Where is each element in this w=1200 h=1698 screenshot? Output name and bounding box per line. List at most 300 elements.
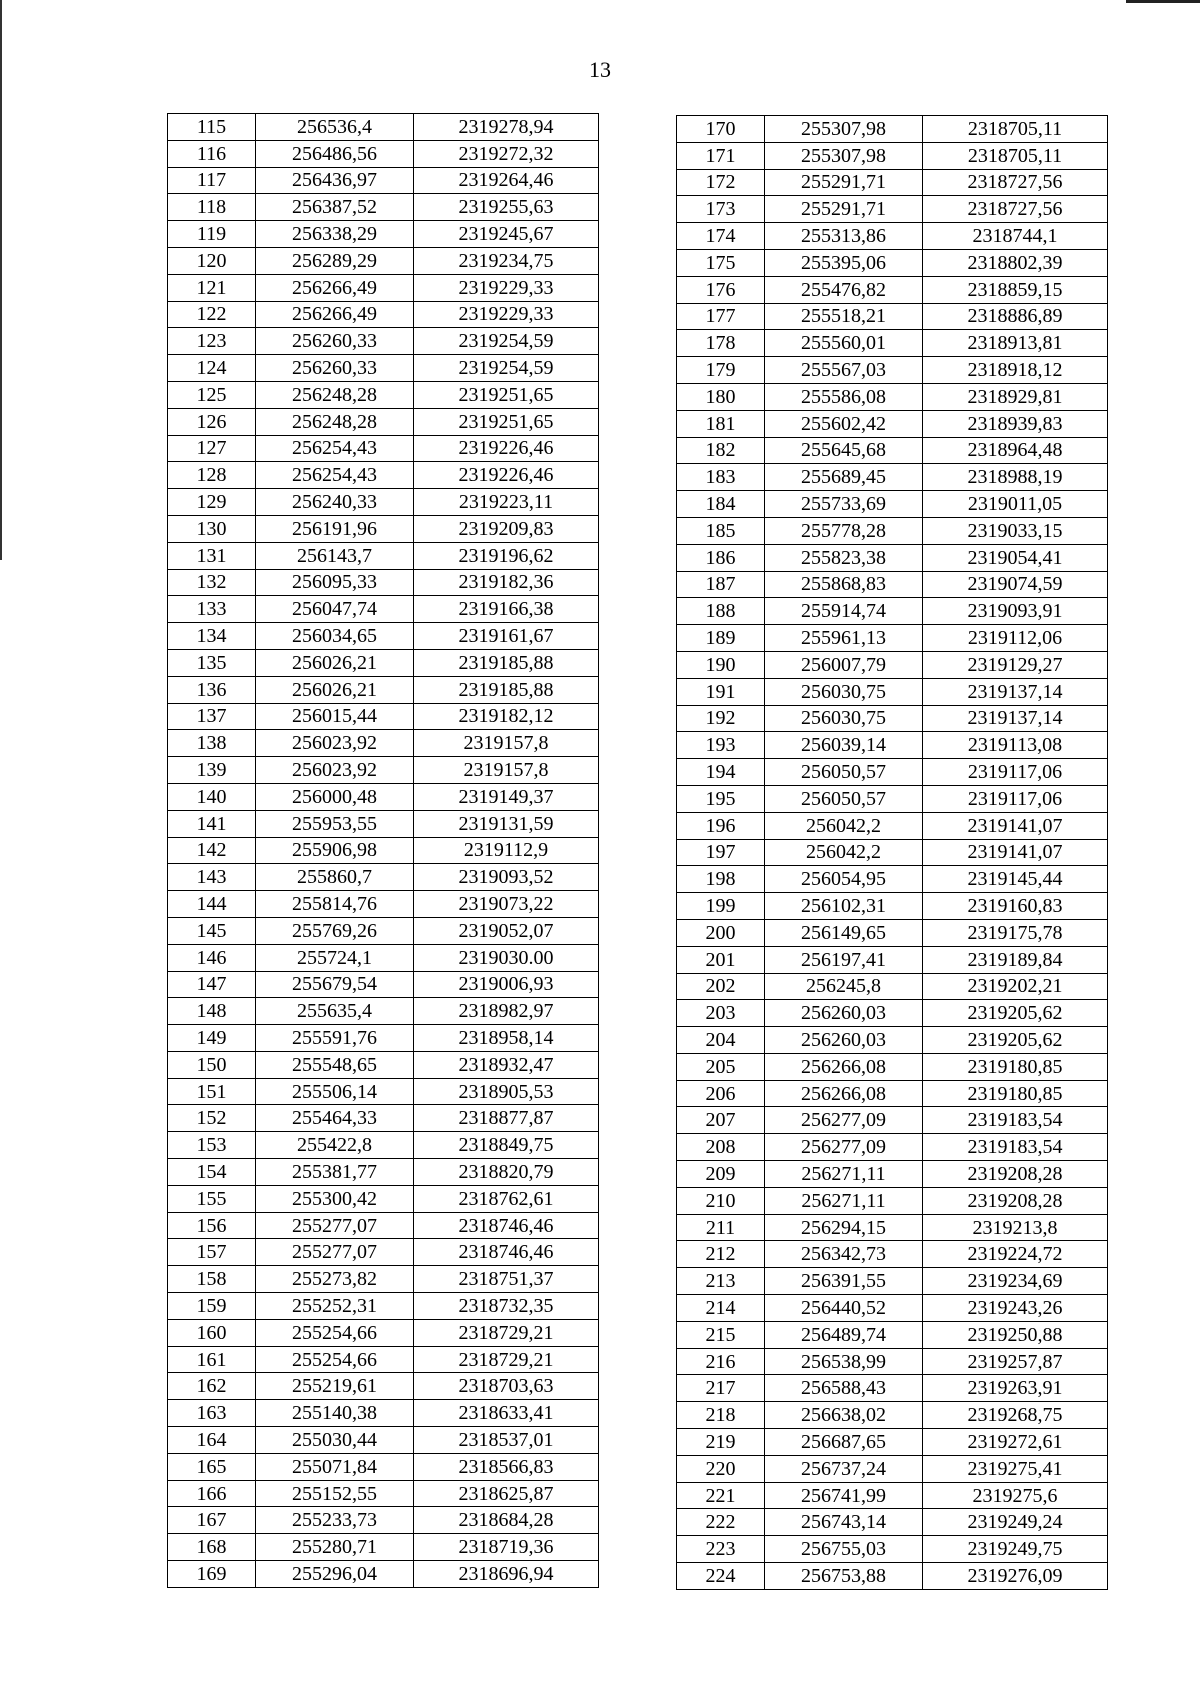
table-row: [168, 703, 599, 730]
y-coordinate-cell: 2318703,63: [414, 1373, 599, 1400]
x-coordinate-cell: 255961,13: [765, 625, 923, 652]
y-coordinate-cell: 2318732,35: [414, 1293, 599, 1320]
table-row: [677, 1536, 1108, 1563]
table-row: [677, 223, 1108, 250]
point-number-cell: 207: [677, 1107, 765, 1134]
x-coordinate-cell: 255307,98: [765, 142, 923, 169]
table-row: [677, 732, 1108, 759]
x-coordinate-cell: 256536,4: [256, 114, 414, 141]
point-number-cell: 157: [168, 1239, 256, 1266]
x-coordinate-cell: 256023,92: [256, 757, 414, 784]
y-coordinate-cell: 2318886,89: [923, 303, 1108, 330]
table-row: [168, 783, 599, 810]
x-coordinate-cell: 256737,24: [765, 1455, 923, 1482]
point-number-cell: 154: [168, 1159, 256, 1186]
x-coordinate-cell: 255277,07: [256, 1212, 414, 1239]
point-number-cell: 158: [168, 1266, 256, 1293]
table-row: [677, 544, 1108, 571]
point-number-cell: 171: [677, 142, 765, 169]
table-row: [677, 866, 1108, 893]
x-coordinate-cell: 255906,98: [256, 837, 414, 864]
table-row: [168, 1453, 599, 1480]
point-number-cell: 189: [677, 625, 765, 652]
x-coordinate-cell: 256271,11: [765, 1187, 923, 1214]
table-row: [168, 381, 599, 408]
table-row: [677, 705, 1108, 732]
point-number-cell: 144: [168, 891, 256, 918]
x-coordinate-cell: 255233,73: [256, 1507, 414, 1534]
x-coordinate-cell: 256755,03: [765, 1536, 923, 1563]
y-coordinate-cell: 2319254,59: [414, 328, 599, 355]
x-coordinate-cell: 255140,38: [256, 1400, 414, 1427]
table-row: [168, 730, 599, 757]
table-row: [168, 462, 599, 489]
y-coordinate-cell: 2319205,62: [923, 1027, 1108, 1054]
point-number-cell: 136: [168, 676, 256, 703]
y-coordinate-cell: 2319183,54: [923, 1134, 1108, 1161]
table-row: [168, 1266, 599, 1293]
y-coordinate-cell: 2318929,81: [923, 383, 1108, 410]
table-row: [677, 1509, 1108, 1536]
point-number-cell: 133: [168, 596, 256, 623]
x-coordinate-cell: 255291,71: [765, 169, 923, 196]
x-coordinate-cell: 256338,29: [256, 221, 414, 248]
point-number-cell: 143: [168, 864, 256, 891]
table-row: [677, 1241, 1108, 1268]
x-coordinate-cell: 256638,02: [765, 1402, 923, 1429]
y-coordinate-cell: 2319229,33: [414, 274, 599, 301]
point-number-cell: 160: [168, 1319, 256, 1346]
y-coordinate-cell: 2319113,08: [923, 732, 1108, 759]
point-number-cell: 176: [677, 276, 765, 303]
table-row: [168, 757, 599, 784]
x-coordinate-cell: 256248,28: [256, 408, 414, 435]
x-coordinate-cell: 256254,43: [256, 435, 414, 462]
point-number-cell: 121: [168, 274, 256, 301]
table-row: [677, 1295, 1108, 1322]
x-coordinate-cell: 256741,99: [765, 1482, 923, 1509]
table-row: [677, 598, 1108, 625]
x-coordinate-cell: 256030,75: [765, 678, 923, 705]
y-coordinate-cell: 2319157,8: [414, 730, 599, 757]
point-number-cell: 117: [168, 167, 256, 194]
table-row: [677, 249, 1108, 276]
y-coordinate-cell: 2319226,46: [414, 435, 599, 462]
point-number-cell: 126: [168, 408, 256, 435]
point-number-cell: 223: [677, 1536, 765, 1563]
point-number-cell: 213: [677, 1268, 765, 1295]
y-coordinate-cell: 2319131,59: [414, 810, 599, 837]
y-coordinate-cell: 2318746,46: [414, 1212, 599, 1239]
y-coordinate-cell: 2318537,01: [414, 1427, 599, 1454]
x-coordinate-cell: 255645,68: [765, 437, 923, 464]
table-row: [168, 649, 599, 676]
x-coordinate-cell: 256047,74: [256, 596, 414, 623]
x-coordinate-cell: 255591,76: [256, 1025, 414, 1052]
table-row: [677, 946, 1108, 973]
table-row: [677, 1000, 1108, 1027]
table-row: [677, 1268, 1108, 1295]
x-coordinate-cell: 256026,21: [256, 649, 414, 676]
point-number-cell: 148: [168, 998, 256, 1025]
point-number-cell: 163: [168, 1400, 256, 1427]
point-number-cell: 122: [168, 301, 256, 328]
point-number-cell: 208: [677, 1134, 765, 1161]
table-row: [168, 1025, 599, 1052]
point-number-cell: 166: [168, 1480, 256, 1507]
y-coordinate-cell: 2319137,14: [923, 678, 1108, 705]
y-coordinate-cell: 2319160,83: [923, 893, 1108, 920]
y-coordinate-cell: 2319117,06: [923, 785, 1108, 812]
table-row: [168, 301, 599, 328]
table-row: [168, 1427, 599, 1454]
y-coordinate-cell: 2319209,83: [414, 515, 599, 542]
table-row: [677, 169, 1108, 196]
y-coordinate-cell: 2319052,07: [414, 917, 599, 944]
x-coordinate-cell: 255280,71: [256, 1534, 414, 1561]
x-coordinate-cell: 255395,06: [765, 249, 923, 276]
x-coordinate-cell: 256294,15: [765, 1214, 923, 1241]
point-number-cell: 185: [677, 517, 765, 544]
y-coordinate-cell: 2318859,15: [923, 276, 1108, 303]
table-row: [168, 1105, 599, 1132]
y-coordinate-cell: 2319093,91: [923, 598, 1108, 625]
point-number-cell: 130: [168, 515, 256, 542]
point-number-cell: 123: [168, 328, 256, 355]
point-number-cell: 139: [168, 757, 256, 784]
x-coordinate-cell: 256538,99: [765, 1348, 923, 1375]
y-coordinate-cell: 2318982,97: [414, 998, 599, 1025]
y-coordinate-cell: 2319249,75: [923, 1536, 1108, 1563]
y-coordinate-cell: 2318939,83: [923, 410, 1108, 437]
table-row: [168, 1159, 599, 1186]
table-row: [168, 194, 599, 221]
x-coordinate-cell: 255860,7: [256, 864, 414, 891]
table-row: [677, 142, 1108, 169]
point-number-cell: 177: [677, 303, 765, 330]
x-coordinate-cell: 256743,14: [765, 1509, 923, 1536]
x-coordinate-cell: 255252,31: [256, 1293, 414, 1320]
x-coordinate-cell: 256248,28: [256, 381, 414, 408]
point-number-cell: 210: [677, 1187, 765, 1214]
table-row: [168, 891, 599, 918]
point-number-cell: 128: [168, 462, 256, 489]
coordinates-table-left-body: [168, 114, 599, 1588]
table-row: [168, 515, 599, 542]
x-coordinate-cell: 256436,97: [256, 167, 414, 194]
x-coordinate-cell: 255381,77: [256, 1159, 414, 1186]
y-coordinate-cell: 2319117,06: [923, 759, 1108, 786]
y-coordinate-cell: 2319251,65: [414, 381, 599, 408]
x-coordinate-cell: 255518,21: [765, 303, 923, 330]
y-coordinate-cell: 2319011,05: [923, 491, 1108, 518]
x-coordinate-cell: 256486,56: [256, 140, 414, 167]
point-number-cell: 118: [168, 194, 256, 221]
table-row: [677, 1027, 1108, 1054]
x-coordinate-cell: 255548,65: [256, 1051, 414, 1078]
point-number-cell: 179: [677, 357, 765, 384]
point-number-cell: 214: [677, 1295, 765, 1322]
x-coordinate-cell: 255254,66: [256, 1346, 414, 1373]
table-row: [677, 839, 1108, 866]
x-coordinate-cell: 256015,44: [256, 703, 414, 730]
point-number-cell: 211: [677, 1214, 765, 1241]
table-row: [168, 542, 599, 569]
y-coordinate-cell: 2318849,75: [414, 1132, 599, 1159]
x-coordinate-cell: 255464,33: [256, 1105, 414, 1132]
y-coordinate-cell: 2319030.00: [414, 944, 599, 971]
point-number-cell: 172: [677, 169, 765, 196]
y-coordinate-cell: 2319268,75: [923, 1402, 1108, 1429]
point-number-cell: 151: [168, 1078, 256, 1105]
y-coordinate-cell: 2319175,78: [923, 919, 1108, 946]
point-number-cell: 219: [677, 1429, 765, 1456]
x-coordinate-cell: 256050,57: [765, 785, 923, 812]
table-row: [677, 196, 1108, 223]
x-coordinate-cell: 256266,08: [765, 1080, 923, 1107]
table-row: [168, 221, 599, 248]
table-row: [168, 623, 599, 650]
point-number-cell: 152: [168, 1105, 256, 1132]
table-row: [677, 464, 1108, 491]
x-coordinate-cell: 256260,33: [256, 328, 414, 355]
table-row: [677, 812, 1108, 839]
x-coordinate-cell: 255823,38: [765, 544, 923, 571]
point-number-cell: 134: [168, 623, 256, 650]
x-coordinate-cell: 256240,33: [256, 489, 414, 516]
y-coordinate-cell: 2319257,87: [923, 1348, 1108, 1375]
y-coordinate-cell: 2319223,11: [414, 489, 599, 516]
x-coordinate-cell: 255635,4: [256, 998, 414, 1025]
point-number-cell: 142: [168, 837, 256, 864]
point-number-cell: 204: [677, 1027, 765, 1054]
y-coordinate-cell: 2319006,93: [414, 971, 599, 998]
table-row: [168, 1212, 599, 1239]
coordinates-table-right-body: [677, 116, 1108, 1590]
x-coordinate-cell: 255030,44: [256, 1427, 414, 1454]
x-coordinate-cell: 256034,65: [256, 623, 414, 650]
table-row: [677, 383, 1108, 410]
table-row: [677, 276, 1108, 303]
point-number-cell: 145: [168, 917, 256, 944]
point-number-cell: 195: [677, 785, 765, 812]
table-row: [677, 1429, 1108, 1456]
table-row: [168, 864, 599, 891]
y-coordinate-cell: 2318744,1: [923, 223, 1108, 250]
y-coordinate-cell: 2319234,69: [923, 1268, 1108, 1295]
point-number-cell: 220: [677, 1455, 765, 1482]
x-coordinate-cell: 256143,7: [256, 542, 414, 569]
x-coordinate-cell: 256271,11: [765, 1161, 923, 1188]
point-number-cell: 135: [168, 649, 256, 676]
table-row: [677, 330, 1108, 357]
point-number-cell: 201: [677, 946, 765, 973]
point-number-cell: 183: [677, 464, 765, 491]
point-number-cell: 147: [168, 971, 256, 998]
y-coordinate-cell: 2318820,79: [414, 1159, 599, 1186]
y-coordinate-cell: 2319033,15: [923, 517, 1108, 544]
y-coordinate-cell: 2318958,14: [414, 1025, 599, 1052]
y-coordinate-cell: 2319245,67: [414, 221, 599, 248]
table-row: [677, 410, 1108, 437]
point-number-cell: 138: [168, 730, 256, 757]
y-coordinate-cell: 2319254,59: [414, 355, 599, 382]
x-coordinate-cell: 256266,49: [256, 274, 414, 301]
y-coordinate-cell: 2319073,22: [414, 891, 599, 918]
x-coordinate-cell: 256440,52: [765, 1295, 923, 1322]
table-row: [677, 973, 1108, 1000]
y-coordinate-cell: 2319202,21: [923, 973, 1108, 1000]
point-number-cell: 165: [168, 1453, 256, 1480]
y-coordinate-cell: 2319182,36: [414, 569, 599, 596]
table-row: [677, 1053, 1108, 1080]
table-row: [168, 944, 599, 971]
y-coordinate-cell: 2318684,28: [414, 1507, 599, 1534]
x-coordinate-cell: 256387,52: [256, 194, 414, 221]
x-coordinate-cell: 256102,31: [765, 893, 923, 920]
x-coordinate-cell: 256039,14: [765, 732, 923, 759]
y-coordinate-cell: 2318905,53: [414, 1078, 599, 1105]
y-coordinate-cell: 2319137,14: [923, 705, 1108, 732]
table-row: [168, 1507, 599, 1534]
y-coordinate-cell: 2318566,83: [414, 1453, 599, 1480]
table-row: [677, 437, 1108, 464]
x-coordinate-cell: 256149,65: [765, 919, 923, 946]
point-number-cell: 212: [677, 1241, 765, 1268]
x-coordinate-cell: 256054,95: [765, 866, 923, 893]
point-number-cell: 205: [677, 1053, 765, 1080]
y-coordinate-cell: 2319180,85: [923, 1053, 1108, 1080]
y-coordinate-cell: 2319263,91: [923, 1375, 1108, 1402]
y-coordinate-cell: 2318729,21: [414, 1346, 599, 1373]
table-row: [168, 1078, 599, 1105]
table-row: [168, 1480, 599, 1507]
point-number-cell: 216: [677, 1348, 765, 1375]
y-coordinate-cell: 2319208,28: [923, 1161, 1108, 1188]
point-number-cell: 119: [168, 221, 256, 248]
point-number-cell: 116: [168, 140, 256, 167]
y-coordinate-cell: 2318964,48: [923, 437, 1108, 464]
x-coordinate-cell: 256042,2: [765, 839, 923, 866]
point-number-cell: 188: [677, 598, 765, 625]
point-number-cell: 199: [677, 893, 765, 920]
table-row: [677, 1482, 1108, 1509]
point-number-cell: 217: [677, 1375, 765, 1402]
point-number-cell: 168: [168, 1534, 256, 1561]
x-coordinate-cell: 255296,04: [256, 1561, 414, 1588]
point-number-cell: 127: [168, 435, 256, 462]
x-coordinate-cell: 256023,92: [256, 730, 414, 757]
x-coordinate-cell: 256000,48: [256, 783, 414, 810]
y-coordinate-cell: 2319074,59: [923, 571, 1108, 598]
table-row: [168, 971, 599, 998]
y-coordinate-cell: 2318729,21: [414, 1319, 599, 1346]
table-row: [677, 491, 1108, 518]
x-coordinate-cell: 255291,71: [765, 196, 923, 223]
x-coordinate-cell: 255814,76: [256, 891, 414, 918]
y-coordinate-cell: 2318751,37: [414, 1266, 599, 1293]
x-coordinate-cell: 256191,96: [256, 515, 414, 542]
x-coordinate-cell: 255602,42: [765, 410, 923, 437]
point-number-cell: 193: [677, 732, 765, 759]
y-coordinate-cell: 2318762,61: [414, 1185, 599, 1212]
table-row: [168, 247, 599, 274]
x-coordinate-cell: 256391,55: [765, 1268, 923, 1295]
y-coordinate-cell: 2319234,75: [414, 247, 599, 274]
point-number-cell: 215: [677, 1321, 765, 1348]
table-row: [168, 676, 599, 703]
y-coordinate-cell: 2318696,94: [414, 1561, 599, 1588]
x-coordinate-cell: 256042,2: [765, 812, 923, 839]
table-row: [168, 998, 599, 1025]
point-number-cell: 186: [677, 544, 765, 571]
point-number-cell: 125: [168, 381, 256, 408]
point-number-cell: 182: [677, 437, 765, 464]
point-number-cell: 196: [677, 812, 765, 839]
x-coordinate-cell: 255422,8: [256, 1132, 414, 1159]
x-coordinate-cell: 255219,61: [256, 1373, 414, 1400]
y-coordinate-cell: 2319213,8: [923, 1214, 1108, 1241]
point-number-cell: 137: [168, 703, 256, 730]
x-coordinate-cell: 256245,8: [765, 973, 923, 1000]
x-coordinate-cell: 256030,75: [765, 705, 923, 732]
point-number-cell: 141: [168, 810, 256, 837]
x-coordinate-cell: 255914,74: [765, 598, 923, 625]
y-coordinate-cell: 2319112,06: [923, 625, 1108, 652]
x-coordinate-cell: 255778,28: [765, 517, 923, 544]
table-row: [677, 1134, 1108, 1161]
table-row: [168, 1534, 599, 1561]
y-coordinate-cell: 2319093,52: [414, 864, 599, 891]
point-number-cell: 153: [168, 1132, 256, 1159]
y-coordinate-cell: 2319183,54: [923, 1107, 1108, 1134]
y-coordinate-cell: 2318719,36: [414, 1534, 599, 1561]
y-coordinate-cell: 2318918,12: [923, 357, 1108, 384]
table-row: [168, 1346, 599, 1373]
y-coordinate-cell: 2319224,72: [923, 1241, 1108, 1268]
point-number-cell: 191: [677, 678, 765, 705]
table-row: [677, 1348, 1108, 1375]
y-coordinate-cell: 2318633,41: [414, 1400, 599, 1427]
y-coordinate-cell: 2318746,46: [414, 1239, 599, 1266]
point-number-cell: 221: [677, 1482, 765, 1509]
table-row: [168, 435, 599, 462]
y-coordinate-cell: 2319275,6: [923, 1482, 1108, 1509]
table-row: [677, 893, 1108, 920]
point-number-cell: 115: [168, 114, 256, 141]
table-row: [677, 571, 1108, 598]
y-coordinate-cell: 2318802,39: [923, 249, 1108, 276]
x-coordinate-cell: 256277,09: [765, 1134, 923, 1161]
point-number-cell: 159: [168, 1293, 256, 1320]
point-number-cell: 198: [677, 866, 765, 893]
y-coordinate-cell: 2318913,81: [923, 330, 1108, 357]
y-coordinate-cell: 2319249,24: [923, 1509, 1108, 1536]
table-row: [677, 1321, 1108, 1348]
table-row: [168, 1185, 599, 1212]
x-coordinate-cell: 256050,57: [765, 759, 923, 786]
y-coordinate-cell: 2319157,8: [414, 757, 599, 784]
table-row: [677, 517, 1108, 544]
x-coordinate-cell: 255273,82: [256, 1266, 414, 1293]
y-coordinate-cell: 2318932,47: [414, 1051, 599, 1078]
table-row: [677, 1080, 1108, 1107]
y-coordinate-cell: 2319185,88: [414, 649, 599, 676]
y-coordinate-cell: 2319251,65: [414, 408, 599, 435]
table-row: [168, 1561, 599, 1588]
table-row: [677, 651, 1108, 678]
y-coordinate-cell: 2319255,63: [414, 194, 599, 221]
